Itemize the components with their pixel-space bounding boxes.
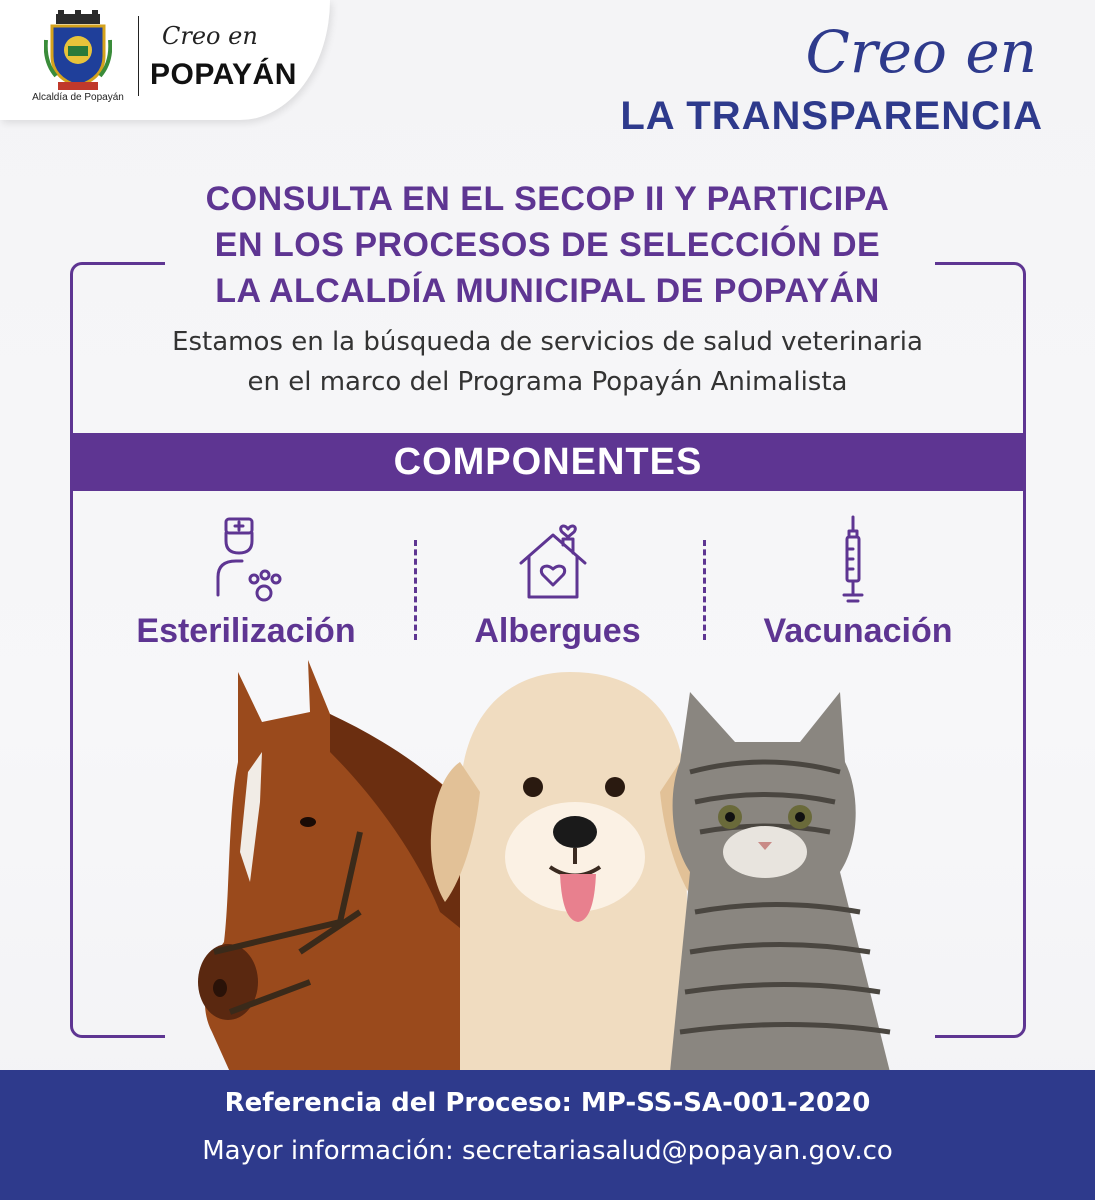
headline-main: LA TRANSPARENCIA [620,94,1043,138]
intro-line: en el marco del Programa Popayán Animalista [247,367,848,397]
component-label-albergues: Albergues [474,612,641,650]
city-crest-icon [44,10,112,92]
logo-divider [138,16,139,96]
heart-house-icon [517,515,589,601]
dog-image [431,672,709,1072]
components-heading: COMPONENTES [70,433,1026,491]
process-reference: Referencia del Proceso: MP-SS-SA-001-2020 [224,1088,871,1118]
section-title-line: CONSULTA EN EL SECOP II Y PARTICIPA [205,180,890,218]
component-label-vacunacion: Vacunación [763,612,953,650]
intro-text [90,322,1005,402]
logo-city-text: POPAYÁN [150,58,297,91]
veterinarian-pet-icon [212,515,288,605]
section-title [100,176,995,314]
logo-script-text: Creo en [162,22,258,50]
component-label-esterilizacion: Esterilización [136,612,356,650]
intro-line: Estamos en la búsqueda de servicios de salud veterinaria [172,327,923,357]
cat-image [670,692,890,1072]
section-title-line: EN LOS PROCESOS DE SELECCIÓN DE [214,226,881,264]
logo-caption: Alcaldía de Popayán [32,92,124,103]
component-separator [703,540,706,640]
component-separator [414,540,417,640]
headline-script: Creo en [805,18,1037,86]
animals-illustration [190,652,910,1072]
contact-info: Mayor información: secretariasalud@popayan.gov.co [202,1136,893,1166]
section-title-line: LA ALCALDÍA MUNICIPAL DE POPAYÁN [215,272,880,310]
syringe-icon [838,515,868,603]
